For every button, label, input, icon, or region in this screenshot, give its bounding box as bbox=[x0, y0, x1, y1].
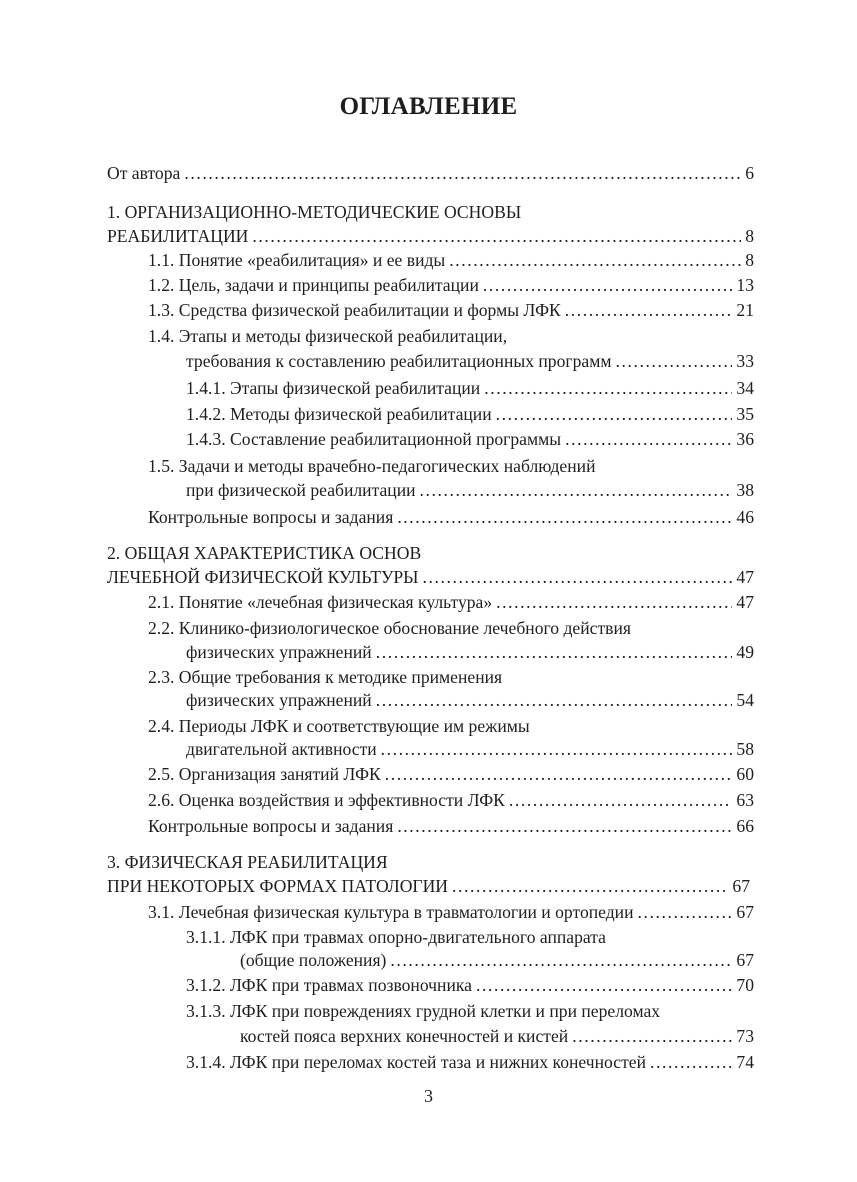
toc-entry-3-1-3[interactable]: 3.1.3. ЛФК при повреждениях грудной клетки и при переломах bbox=[186, 1001, 661, 1021]
toc-entry-text: физических упражнений bbox=[186, 690, 372, 710]
toc-entry-text: ЛЕЧЕБНОЙ ФИЗИЧЕСКОЙ КУЛЬТУРЫ bbox=[107, 567, 419, 587]
toc-page-number: 67 bbox=[732, 876, 750, 896]
dot-leader bbox=[390, 948, 732, 972]
dot-leader bbox=[484, 376, 732, 400]
toc-page-number: 47 bbox=[736, 592, 754, 612]
toc-page-number: 63 bbox=[736, 790, 754, 810]
toc-page-number: 67 bbox=[736, 902, 754, 922]
toc-entry-text: 2.1. Понятие «лечебная физическая культура» bbox=[148, 592, 493, 612]
chapter-2-heading[interactable]: 2. ОБЩАЯ ХАРАКТЕРИСТИКА ОСНОВ bbox=[107, 543, 422, 563]
toc-entry-1-1[interactable] bbox=[148, 248, 754, 272]
dot-leader bbox=[385, 762, 733, 786]
toc-page-number: 34 bbox=[736, 378, 754, 398]
chapter-3-heading-cont[interactable] bbox=[107, 874, 750, 898]
toc-entry-text: двигательной активности bbox=[186, 739, 377, 759]
page-number: 3 bbox=[424, 1086, 433, 1106]
toc-entry-text: От автора bbox=[107, 163, 181, 183]
dot-leader bbox=[483, 273, 733, 297]
toc-entry-1-5-cont[interactable] bbox=[186, 478, 754, 502]
dot-leader bbox=[252, 224, 741, 248]
dot-leader bbox=[476, 973, 732, 997]
toc-entry-text: РЕАБИЛИТАЦИИ bbox=[107, 226, 249, 246]
toc-page-number: 47 bbox=[736, 567, 754, 587]
toc-entry-1-4-1[interactable] bbox=[186, 376, 754, 400]
toc-page-number: 6 bbox=[745, 163, 754, 183]
chapter-3-heading[interactable]: 3. ФИЗИЧЕСКАЯ РЕАБИЛИТАЦИЯ bbox=[107, 852, 388, 872]
toc-entry-text: (общие положения) bbox=[240, 950, 387, 970]
toc-entry-from-author[interactable] bbox=[107, 161, 754, 185]
toc-entry-text: 2.6. Оценка воздействия и эффективности ЛФК bbox=[148, 790, 505, 810]
toc-entry-text: ПРИ НЕКОТОРЫХ ФОРМАХ ПАТОЛОГИИ bbox=[107, 876, 448, 896]
toc-entry-text: при физической реабилитации bbox=[186, 480, 416, 500]
toc-entry-1-questions[interactable] bbox=[148, 505, 754, 529]
toc-page-number: 35 bbox=[736, 404, 754, 424]
dot-leader bbox=[449, 248, 741, 272]
toc-entry-1-4[interactable]: 1.4. Этапы и методы физической реабилитации, bbox=[148, 326, 508, 346]
toc-entry-1-5[interactable]: 1.5. Задачи и методы врачебно-педагогических наблюдений bbox=[148, 456, 596, 476]
dot-leader bbox=[572, 1024, 732, 1048]
toc-page-number: 67 bbox=[736, 950, 754, 970]
toc-entry-1-4-2[interactable] bbox=[186, 402, 754, 426]
toc-entry-text: 3.1. Лечебная физическая культура в травматологии и ортопедии bbox=[148, 902, 634, 922]
toc-page-number: 73 bbox=[736, 1026, 754, 1046]
toc-entry-3-1[interactable] bbox=[148, 900, 754, 924]
toc-page-number: 70 bbox=[736, 975, 754, 995]
toc-entry-2-2-cont[interactable] bbox=[186, 640, 754, 664]
toc-entry-3-1-1[interactable]: 3.1.1. ЛФК при травмах опорно-двигательного аппарата bbox=[186, 927, 606, 947]
toc-entry-2-1[interactable] bbox=[148, 590, 754, 614]
toc-page-number: 74 bbox=[736, 1052, 754, 1072]
toc-page-number: 66 bbox=[736, 816, 754, 836]
dot-leader bbox=[423, 565, 733, 589]
dot-leader bbox=[496, 590, 732, 614]
toc-entry-2-questions[interactable] bbox=[148, 814, 754, 838]
dot-leader bbox=[565, 427, 732, 451]
toc-entry-1-4-3[interactable] bbox=[186, 427, 754, 451]
toc-page-number: 36 bbox=[736, 429, 754, 449]
dot-leader bbox=[420, 478, 733, 502]
page-title: ОГЛАВЛЕНИЕ bbox=[339, 93, 518, 120]
toc-entry-text: 2.5. Организация занятий ЛФК bbox=[148, 764, 381, 784]
toc-page-number: 38 bbox=[736, 480, 754, 500]
toc-page-number: 60 bbox=[736, 764, 754, 784]
toc-entry-1-2[interactable] bbox=[148, 273, 754, 297]
chapter-1-heading-cont[interactable] bbox=[107, 224, 754, 248]
toc-page-number: 13 bbox=[736, 275, 754, 295]
toc-entry-text: 3.1.2. ЛФК при травмах позвоночника bbox=[186, 975, 472, 995]
dot-leader bbox=[397, 814, 732, 838]
dot-leader bbox=[452, 874, 728, 898]
toc-entry-3-1-3-cont[interactable] bbox=[240, 1024, 754, 1048]
toc-page-number: 8 bbox=[745, 226, 754, 246]
toc-page-number: 49 bbox=[736, 642, 754, 662]
toc-entry-3-1-4[interactable] bbox=[186, 1050, 754, 1074]
toc-page-number: 8 bbox=[745, 250, 754, 270]
dot-leader bbox=[616, 349, 733, 373]
toc-entry-3-1-1-cont[interactable] bbox=[240, 948, 754, 972]
toc-entry-3-1-2[interactable] bbox=[186, 973, 754, 997]
toc-entry-text: Контрольные вопросы и задания bbox=[148, 816, 394, 836]
toc-page-number: 21 bbox=[736, 300, 754, 320]
toc-entry-1-4-cont[interactable] bbox=[186, 349, 754, 373]
toc-entry-2-2[interactable]: 2.2. Клинико-физиологическое обоснование лечебного действия bbox=[148, 618, 631, 638]
dot-leader bbox=[565, 298, 733, 322]
toc-page-number: 33 bbox=[736, 351, 754, 371]
toc-entry-2-4-cont[interactable] bbox=[186, 737, 754, 761]
dot-leader bbox=[638, 900, 733, 924]
toc-entry-2-5[interactable] bbox=[148, 762, 754, 786]
toc-entry-text: Контрольные вопросы и задания bbox=[148, 507, 394, 527]
toc-entry-text: физических упражнений bbox=[186, 642, 372, 662]
toc-entry-text: 1.4.2. Методы физической реабилитации bbox=[186, 404, 492, 424]
toc-entry-text: 1.3. Средства физической реабилитации и формы ЛФК bbox=[148, 300, 561, 320]
chapter-2-heading-cont[interactable] bbox=[107, 565, 754, 589]
toc-entry-2-3-cont[interactable] bbox=[186, 688, 754, 712]
toc-entry-text: 1.4.3. Составление реабилитационной программы bbox=[186, 429, 562, 449]
toc-entry-text: требования к составлению реабилитационных программ bbox=[186, 351, 612, 371]
dot-leader bbox=[381, 737, 733, 761]
toc-entry-2-6[interactable] bbox=[148, 788, 754, 812]
chapter-1-heading[interactable]: 1. ОРГАНИЗАЦИОННО-МЕТОДИЧЕСКИЕ ОСНОВЫ bbox=[107, 202, 522, 222]
toc-entry-2-4[interactable]: 2.4. Периоды ЛФК и соответствующие им режимы bbox=[148, 716, 530, 736]
toc-entry-1-3[interactable] bbox=[148, 298, 754, 322]
dot-leader bbox=[397, 505, 732, 529]
toc-entry-2-3[interactable]: 2.3. Общие требования к методике применения bbox=[148, 667, 503, 687]
toc-entry-text: костей пояса верхних конечностей и кистей bbox=[240, 1026, 569, 1046]
dot-leader bbox=[184, 161, 741, 185]
toc-page-number: 54 bbox=[736, 690, 754, 710]
toc-page-number: 58 bbox=[736, 739, 754, 759]
toc-page-number: 46 bbox=[736, 507, 754, 527]
toc-entry-text: 1.1. Понятие «реабилитация» и ее виды bbox=[148, 250, 446, 270]
dot-leader bbox=[496, 402, 733, 426]
toc-entry-text: 1.4.1. Этапы физической реабилитации bbox=[186, 378, 481, 398]
dot-leader bbox=[376, 640, 733, 664]
dot-leader bbox=[509, 788, 732, 812]
toc-entry-text: 3.1.4. ЛФК при переломах костей таза и нижних конечностей bbox=[186, 1052, 646, 1072]
dot-leader bbox=[376, 688, 733, 712]
dot-leader bbox=[650, 1050, 732, 1074]
toc-entry-text: 1.2. Цель, задачи и принципы реабилитации bbox=[148, 275, 479, 295]
